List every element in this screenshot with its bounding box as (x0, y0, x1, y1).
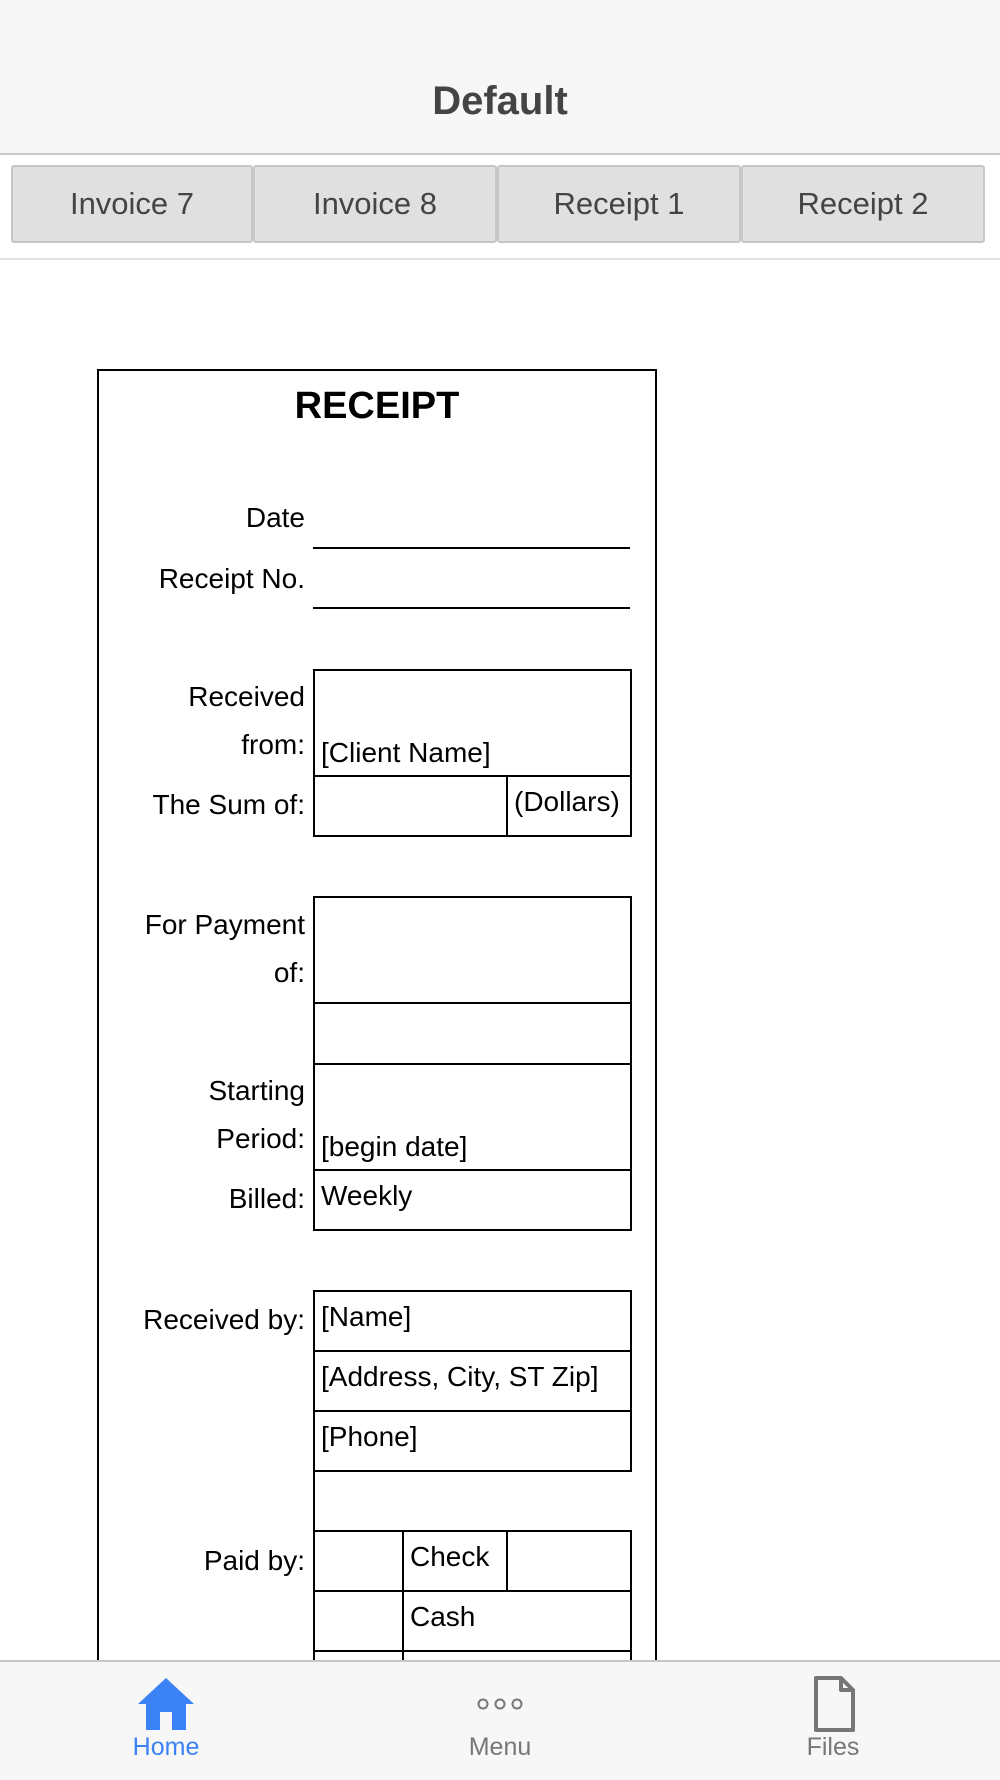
tab-bar (0, 155, 1000, 260)
client-name-cell[interactable] (313, 669, 632, 777)
sum-amount-cell[interactable] (313, 775, 508, 837)
check-number-cell[interactable] (506, 1530, 632, 1592)
tab-invoice-8[interactable]: Invoice 8 (253, 165, 497, 243)
received-by-label: Received by: (143, 1304, 305, 1335)
tab-invoice-7[interactable]: Invoice 7 (11, 165, 253, 243)
receipt-no-label: Receipt No. (158, 563, 305, 594)
date-line[interactable] (313, 547, 630, 549)
nav-files[interactable] (733, 1662, 933, 1780)
payment-label-1: For Payment (144, 909, 305, 940)
received-by-phone-cell[interactable] (313, 1410, 632, 1472)
dollars-cell (506, 775, 632, 837)
payment-cell-1[interactable] (313, 896, 632, 1004)
check-checkbox-cell[interactable] (313, 1530, 404, 1592)
page-title: Default (432, 79, 568, 123)
home-icon (136, 1674, 196, 1734)
nav-menu[interactable] (400, 1662, 600, 1780)
more-icon (470, 1674, 530, 1734)
received-by-address-cell[interactable] (313, 1350, 632, 1412)
starting-label-1: Starting (208, 1075, 305, 1106)
begin-date: [begin date] (321, 1131, 468, 1162)
check-label-cell (402, 1530, 508, 1592)
app-header (0, 0, 1000, 155)
nav-menu-label: Menu (468, 1733, 532, 1761)
starting-label-2: Period: (216, 1123, 305, 1154)
received-by-phone: [Phone] (321, 1421, 418, 1452)
check-label: Check (410, 1541, 490, 1572)
tab-receipt-2[interactable]: Receipt 2 (741, 165, 985, 243)
begin-date-cell[interactable] (313, 1063, 632, 1171)
bottom-nav (0, 1660, 1000, 1780)
receipt-document (97, 369, 657, 1769)
table-divider (313, 1470, 315, 1532)
received-by-name-cell[interactable] (313, 1290, 632, 1352)
payment-label-2: of: (273, 957, 305, 988)
tab-receipt-1[interactable]: Receipt 1 (497, 165, 741, 243)
nav-files-label: Files (806, 1733, 860, 1761)
sum-label: The Sum of: (152, 789, 305, 820)
received-from-label-1: Received (188, 681, 305, 712)
cash-checkbox-cell[interactable] (313, 1590, 404, 1652)
receipt-no-line[interactable] (313, 607, 630, 609)
received-from-label-2: from: (241, 729, 305, 760)
billed-label: Billed: (228, 1183, 305, 1214)
file-icon (803, 1674, 863, 1734)
received-by-name: [Name] (321, 1301, 412, 1332)
received-by-address: [Address, City, ST Zip] (321, 1361, 599, 1392)
date-label: Date (245, 502, 305, 533)
nav-home[interactable] (66, 1662, 266, 1780)
nav-home-label: Home (132, 1733, 200, 1761)
paid-by-label: Paid by: (203, 1545, 305, 1576)
receipt-title: RECEIPT (294, 385, 460, 427)
billed-value: Weekly (321, 1180, 413, 1211)
billed-cell[interactable] (313, 1169, 632, 1231)
client-name: [Client Name] (321, 737, 491, 768)
cash-label-cell (402, 1590, 632, 1652)
cash-label: Cash (410, 1601, 476, 1632)
payment-cell-2[interactable] (313, 1002, 632, 1065)
dollars-label: (Dollars) (514, 786, 620, 817)
